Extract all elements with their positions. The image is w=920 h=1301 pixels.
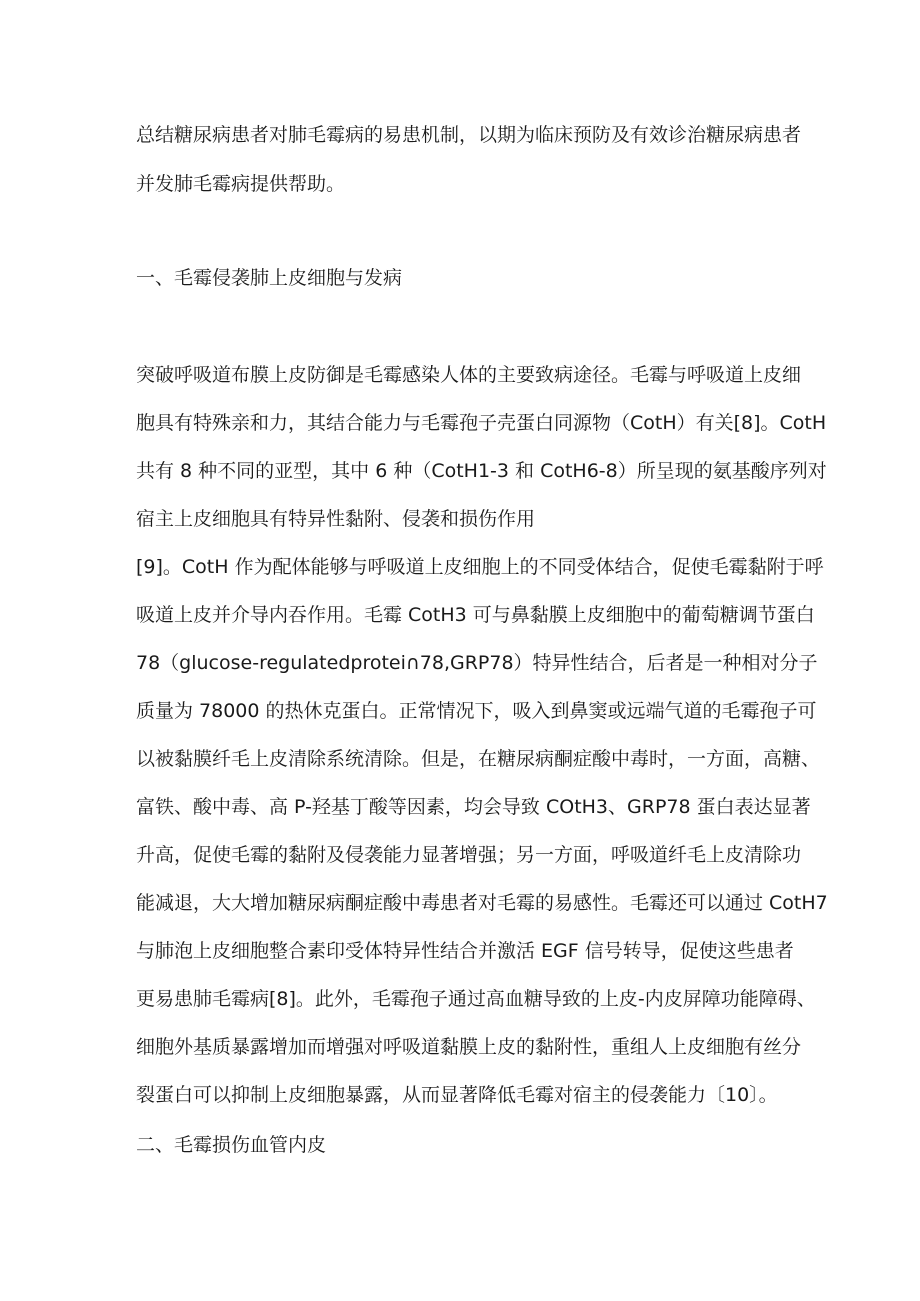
paragraph-b-line-9: 与肺泡上皮细胞整合素印受体特异性结合并激活 EGF 信号转导，促使这些患者 (136, 940, 794, 962)
paragraph-a-line-3: 共有 8 种不同的亚型，其中 6 种（CotH1-3 和 CotH6-8）所呈现的氨基酸序列对 (136, 460, 827, 482)
paragraph-a-line-4: 宿主上皮细胞具有特异性黏附、侵袭和损伤作用 (136, 508, 536, 530)
paragraph-b-line-4: 质量为 78000 的热休克蛋白。正常情况下，吸入到鼻窦或远端气道的毛霉孢子可 (136, 700, 817, 722)
paragraph-b-line-12: 裂蛋白可以抑制上皮细胞暴露，从而显著降低毛霉对宿主的侵袭能力〔10〕。 (136, 1084, 778, 1106)
paragraph-b-line-10: 更易患肺毛霉病[8]。此外，毛霉孢子通过高血糖导致的上皮-内皮屏障功能障碍、 (136, 988, 816, 1010)
paragraph-b-line-5: 以被黏膜纤毛上皮清除系统清除。但是，在糖尿病酮症酸中毒时，一方面，高糖、 (136, 748, 821, 770)
paragraph-a-line-2: 胞具有特殊亲和力，其结合能力与毛霉孢子壳蛋白同源物（CotH）有关[8]。CotH (136, 412, 827, 434)
paragraph-b-line-2: 吸道上皮并介导内吞作用。毛霉 CotH3 可与鼻黏膜上皮细胞中的葡萄糖调节蛋白 (136, 604, 815, 626)
paragraph-a-line-1: 突破呼吸道布膜上皮防御是毛霉感染人体的主要致病途径。毛霉与呼吸道上皮细 (136, 364, 802, 386)
intro-line-1: 总结糖尿病患者对肺毛霉病的易患机制，以期为临床预防及有效诊治糖尿病患者 (136, 124, 802, 146)
section-2-heading: 二、毛霉损伤血管内皮 (136, 1134, 327, 1156)
paragraph-b-line-3: 78（glucose-regulatedprotei∩78,GRP78）特异性结合，后者是一种相对分子 (136, 652, 818, 674)
paragraph-b-line-11: 细胞外基质暴露增加而增强对呼吸道黏膜上皮的黏附性，重组人上皮细胞有丝分 (136, 1036, 802, 1058)
paragraph-b-line-1: [9]。CotH 作为配体能够与呼吸道上皮细胞上的不同受体结合，促使毛霉黏附于呼 (136, 556, 824, 578)
paragraph-b-line-6: 富铁、酸中毒、高 P-羟基丁酸等因素，均会导致 COtH3、GRP78 蛋白表达显著 (136, 796, 811, 818)
paragraph-b-line-8: 能减退，大大增加糖尿病酮症酸中毒患者对毛霉的易感性。毛霉还可以通过 CotH7 (136, 892, 828, 914)
section-1-heading: 一、毛霉侵袭肺上皮细胞与发病 (136, 267, 403, 289)
paragraph-b-line-7: 升高，促使毛霉的黏附及侵袭能力显著增强；另一方面，呼吸道纤毛上皮清除功 (136, 844, 802, 866)
intro-line-2: 并发肺毛霉病提供帮助。 (136, 173, 346, 195)
